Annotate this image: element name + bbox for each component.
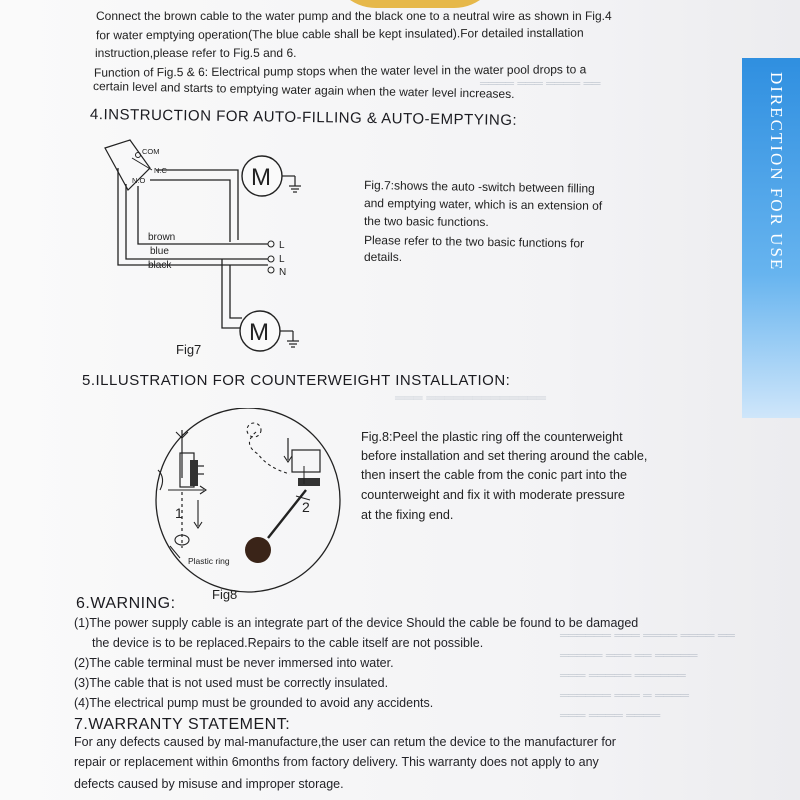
warning-item: (4)The electrical pump must be grounded to avoid any accidents. (74, 696, 434, 710)
section-7-heading: 7.WARRANTY STATEMENT: (74, 716, 291, 733)
intro-line: Connect the brown cable to the water pump and the black one to a neutral wire as shown in Fig.4 (96, 9, 612, 23)
no-label: N.O (132, 176, 146, 185)
fig7-caption: Fig7 (176, 342, 202, 357)
wire-label-blue: blue (150, 246, 169, 257)
section-5-heading: 5.ILLUSTRATION FOR COUNTERWEIGHT INSTALLATION: (82, 372, 511, 389)
fig8-caption: Fig8 (212, 587, 238, 602)
fig8-text-line: before installation and set thering around the cable, (361, 449, 648, 463)
warning-item: (3)The cable that is not used must be correctly insulated. (74, 676, 389, 690)
terminal-n: N (279, 267, 287, 278)
show-through-text: ════ ═══ ════ ══ (480, 76, 601, 90)
intro-line: certain level and starts to emptying water again when the water level increases. (92, 78, 515, 102)
show-through-text: ═══ ═════ ══════ (560, 668, 686, 682)
warranty-line: repair or replacement within 6months from factory delivery. This warranty does not apply to any (74, 755, 599, 769)
intro-line: for water emptying operation(The blue cable shall be kept insulated).For detailed installation (95, 25, 584, 43)
fig7-text-line: Fig.7:shows the auto -switch between filling (363, 178, 595, 196)
warranty-line: For any defects caused by mal-manufacture,the user can retum the device to the manufacturer for (74, 735, 616, 749)
warranty-line: defects caused by misuse and improper storage. (74, 777, 344, 791)
terminal-l2: L (279, 254, 285, 265)
warning-item: (1)The power supply cable is an integrate part of the device Should the cable be found to be damaged (74, 616, 639, 630)
show-through-text: ═════ ═══ ══ ═════ (560, 648, 698, 662)
show-through-text: ══════ ═══ ═ ════ (560, 688, 690, 702)
fig8-text-line: counterweight and fix it with moderate pressure (361, 488, 625, 502)
fig8-text-line: then insert the cable from the conic part into the (361, 468, 628, 482)
show-through-text: ═══ ═════════════ (395, 390, 546, 405)
fig8-text-line: Fig.8:Peel the plastic ring off the counterweight (361, 430, 623, 444)
com-label: COM (142, 147, 160, 156)
section-4-heading: 4.INSTRUCTION FOR AUTO-FILLING & AUTO-EMPTYING: (89, 106, 518, 129)
fig8-text-line: at the fixing end. (361, 508, 454, 522)
nc-label: N.C (154, 166, 167, 175)
warning-item: (2)The cable terminal must be never immersed into water. (74, 656, 394, 670)
float-ball (245, 537, 271, 563)
wire-label-black: black (148, 260, 172, 271)
show-through-text: ═══ ════ ════ (560, 708, 661, 722)
motor-top-label: M (251, 164, 271, 191)
step-1-label: 1 (175, 505, 183, 521)
intro-line: instruction,please refer to Fig.5 and 6. (95, 46, 297, 60)
fig8-counterweight-diagram (140, 408, 360, 608)
show-through-text: ══════ ═══ ════ ════ ══ (560, 628, 735, 642)
warning-item: the device is to be replaced.Repairs to the cable itself are not possible. (92, 636, 484, 650)
plastic-ring-label: Plastic ring (188, 556, 230, 566)
terminal-l1: L (279, 240, 285, 251)
gold-seal (330, 0, 500, 8)
fig7-text-line: and emptying water, which is an extension of (363, 196, 603, 213)
fig7-text-line: details. (364, 250, 403, 264)
wire-label-brown: brown (148, 232, 176, 243)
fig7-text-line: the two basic functions. (363, 214, 489, 230)
step-2-label: 2 (302, 499, 310, 515)
fig8-circle (156, 408, 340, 592)
intro-line: Function of Fig.5 & 6: Electrical pump stops when the water level in the water pool drops to a (93, 62, 587, 80)
counterweight-2 (292, 450, 320, 472)
sidebar-label: DIRECTION FOR USE (767, 72, 786, 272)
motor-bottom-label: M (249, 319, 269, 346)
section-6-heading: 6.WARNING: (76, 595, 176, 612)
fig7-text-line: Please refer to the two basic functions for (363, 233, 585, 251)
fig7-wiring-diagram (90, 128, 330, 358)
